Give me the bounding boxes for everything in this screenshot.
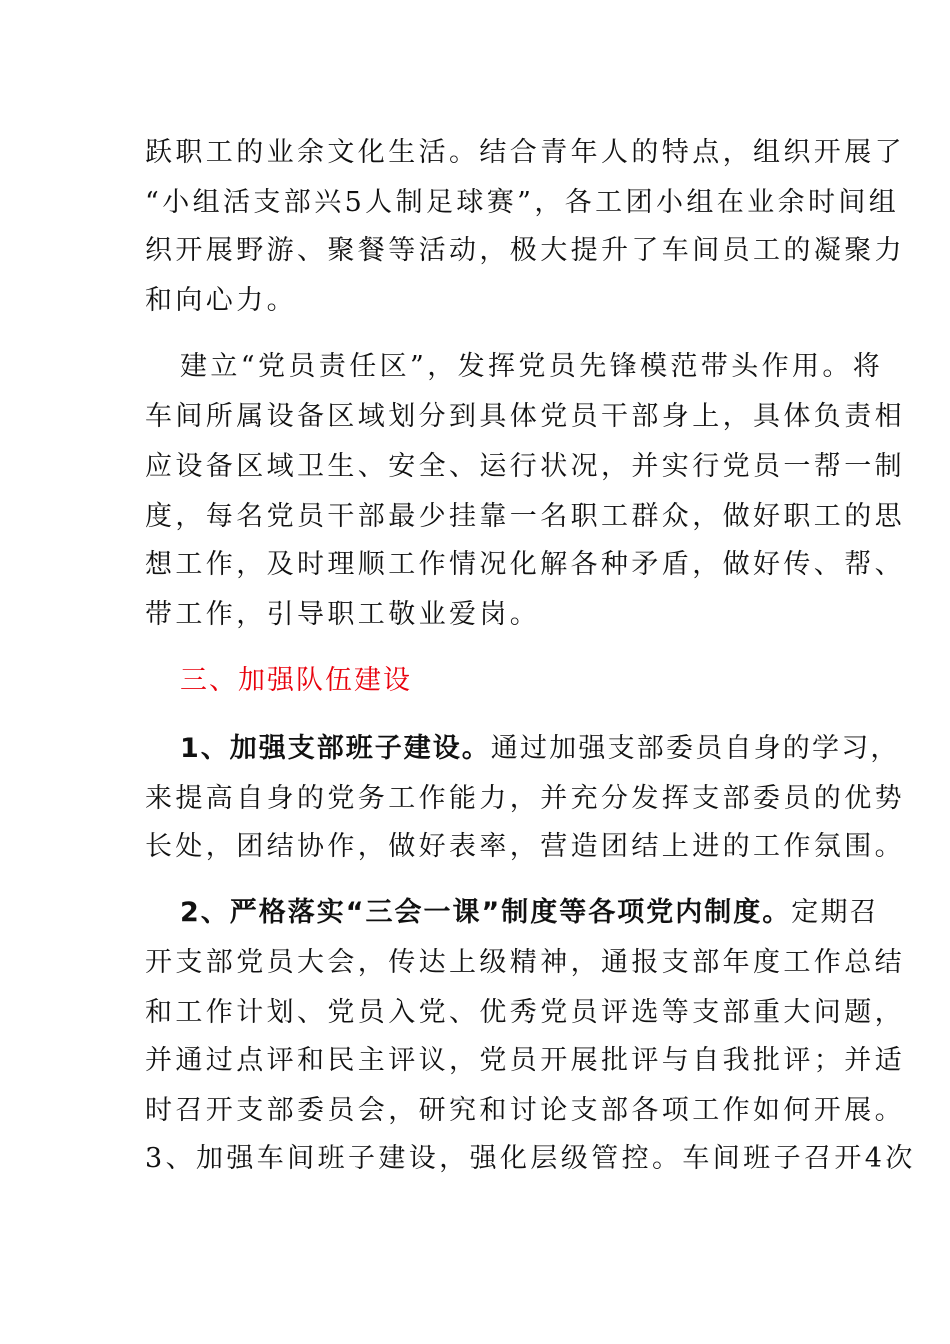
paragraph-line: 时召开支部委员会，研究和讨论支部各项工作如何开展。 (145, 1095, 905, 1126)
paragraph-line: 应设备区域卫生、安全、运行状况，并实行党员一帮一制 (145, 451, 905, 482)
paragraph-line: 并通过点评和民主评议，党员开展批评与自我批评；并适 (145, 1045, 905, 1076)
list-item (180, 732, 900, 766)
list-item (180, 896, 880, 930)
section-heading: 三、加强队伍建设 (180, 665, 412, 696)
item-text: 定期召 (791, 897, 879, 928)
paragraph-line: 跃职工的业余文化生活。结合青年人的特点，组织开展了 (145, 137, 905, 168)
item-lead: 1、加强支部班子建设。 (180, 733, 491, 764)
paragraph-line: 想工作，及时理顺工作情况化解各种矛盾，做好传、帮、 (145, 549, 905, 580)
item-lead: 2、严格落实“三会一课”制度等各项党内制度。 (180, 897, 792, 928)
paragraph-line: 车间所属设备区域划分到具体党员干部身上，具体负责相 (145, 401, 905, 432)
paragraph-line: 3、加强车间班子建设，强化层级管控。车间班子召开4次 (145, 1143, 916, 1174)
paragraph-line: 和向心力。 (145, 285, 297, 316)
paragraph-line: 建立“党员责任区”，发挥党员先锋模范带头作用。将 (180, 351, 884, 382)
paragraph-line: 长处，团结协作，做好表率，营造团结上进的工作氛围。 (145, 831, 905, 862)
paragraph-line: 来提高自身的党务工作能力，并充分发挥支部委员的优势 (145, 783, 905, 814)
item-text: 通过加强支部委员自身的学习， (490, 733, 900, 764)
paragraph-line: “小组活支部兴5人制足球赛”，各工团小组在业余时间组 (145, 187, 900, 218)
paragraph-line: 织开展野游、聚餐等活动，极大提升了车间员工的凝聚力 (145, 235, 905, 266)
paragraph-line: 度，每名党员干部最少挂靠一名职工群众，做好职工的思 (145, 501, 905, 532)
paragraph-line: 和工作计划、党员入党、优秀党员评选等支部重大问题， (145, 997, 905, 1028)
paragraph-line: 开支部党员大会，传达上级精神，通报支部年度工作总结 (145, 947, 905, 978)
paragraph-line: 带工作，引导职工敬业爱岗。 (145, 599, 541, 630)
